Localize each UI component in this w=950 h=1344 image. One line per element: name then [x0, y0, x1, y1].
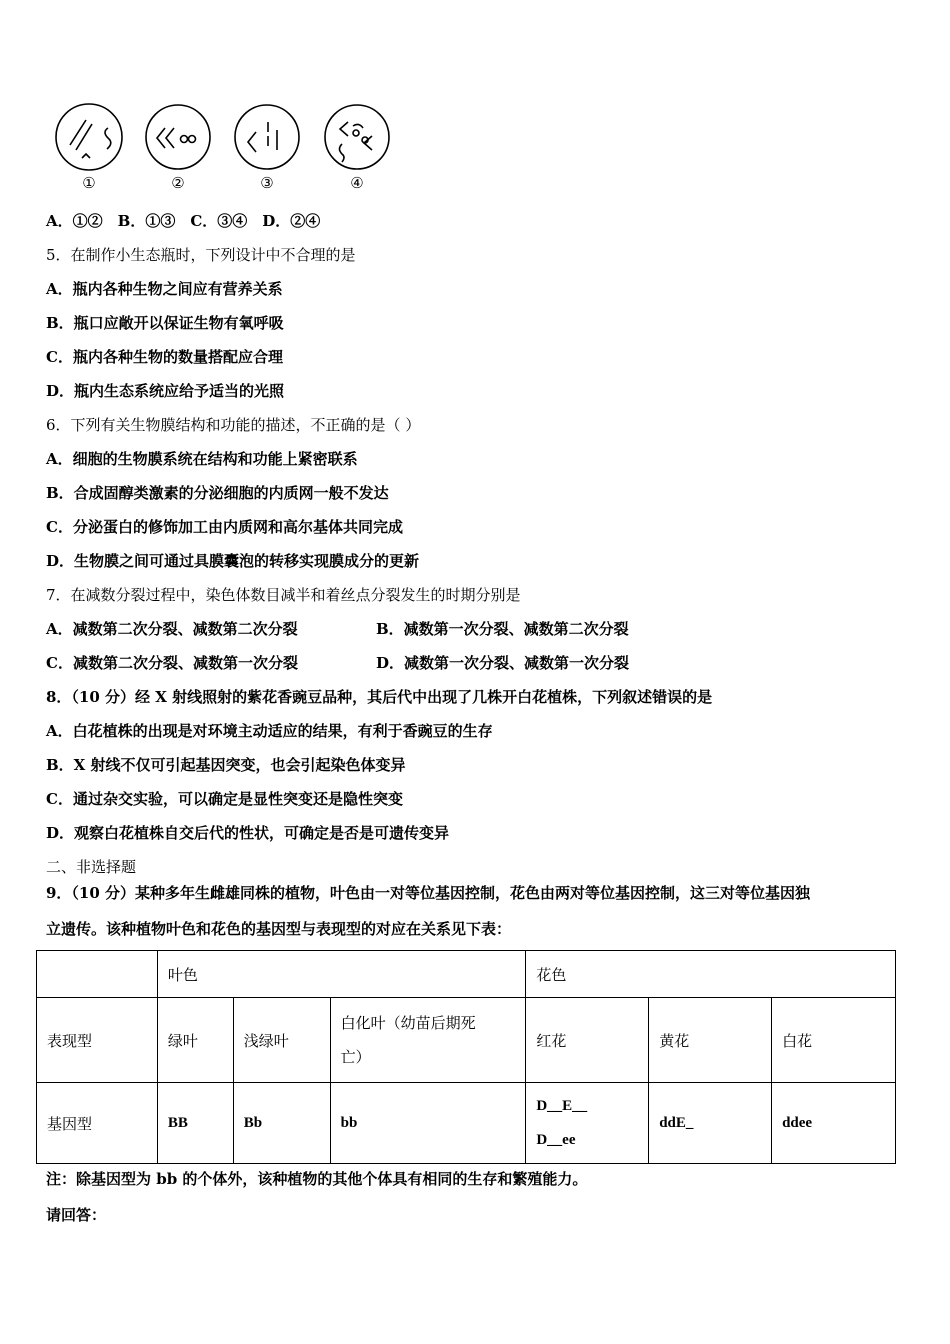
phenotype-row: [37, 998, 896, 1083]
q5-option-c: C．瓶内各种生物的数量搭配应合理: [46, 348, 283, 366]
genotype-bb-hetero: Bb: [233, 1083, 330, 1164]
q6-option-c: C．分泌蛋白的修饰加工由内质网和高尔基体共同完成: [46, 518, 403, 536]
q7-option-b: B．减数第一次分裂、减数第二次分裂: [376, 620, 629, 638]
q7-stem: 7．在减数分裂过程中，染色体数目减半和着丝点分裂发生的时期分别是: [46, 586, 521, 604]
cell-division-figures: [52, 100, 402, 195]
genotype-yellow-flower: ddE_: [649, 1083, 772, 1164]
cell-figure-2: [146, 105, 210, 169]
figure-label-4: ④: [350, 174, 364, 192]
phenotype-yellow-flower: 黄花: [649, 998, 772, 1083]
q8-option-d: D．观察白花植株自交后代的性状，可确定是否是可遗传变异: [46, 824, 450, 842]
phenotype-red-flower: 红花: [526, 998, 649, 1083]
q5-stem: 5．在制作小生态瓶时，下列设计中不合理的是: [46, 246, 356, 264]
leaf-color-header: 叶色: [157, 951, 526, 998]
q8-option-c: C．通过杂交实验，可以确定是显性突变还是隐性突变: [46, 790, 403, 808]
q8-option-b: B．X 射线不仅可引起基因突变，也会引起染色体变异: [46, 756, 406, 774]
cell-figure-1: [56, 104, 122, 170]
q4-options: A．①② B．①③ C．③④ D．②④: [46, 212, 321, 230]
genotype-label: 基因型: [37, 1083, 158, 1164]
genotype-red-line2: D__ee: [536, 1132, 576, 1148]
q7-option-d: D．减数第一次分裂、减数第一次分裂: [376, 654, 630, 672]
q5-option-d: D．瓶内生态系统应给予适当的光照: [46, 382, 285, 400]
q6-stem: 6．下列有关生物膜结构和功能的描述，不正确的是（ ）: [46, 416, 421, 434]
phenotype-green-leaf: 绿叶: [157, 998, 233, 1083]
q8-option-a: A．白花植株的出现是对环境主动适应的结果，有利于香豌豆的生存: [46, 722, 493, 740]
genotype-bb-dominant: BB: [157, 1083, 233, 1164]
figure-label-3: ③: [260, 174, 274, 192]
q5-option-a: A．瓶内各种生物之间应有营养关系: [46, 280, 283, 298]
genotype-white-flower: ddee: [772, 1083, 896, 1164]
genotype-phenotype-table: [36, 950, 896, 1164]
phenotype-albino-line2: 亡）: [340, 1048, 371, 1066]
q9-prompt: 请回答：: [46, 1206, 107, 1224]
cell-figure-4: [325, 105, 389, 169]
q6-option-b: B．合成固醇类激素的分泌细胞的内质网一般不发达: [46, 484, 389, 502]
section-heading: 二、非选择题: [46, 858, 137, 876]
phenotype-white-flower: 白花: [772, 998, 896, 1083]
phenotype-label: 表现型: [37, 998, 158, 1083]
figure-label-1: ①: [82, 174, 96, 192]
q7-option-c: C．减数第二次分裂、减数第一次分裂: [46, 654, 298, 672]
figure-label-2: ②: [171, 174, 185, 192]
genotype-bb-recessive: bb: [330, 1083, 526, 1164]
genotype-red-line1: D__E__: [536, 1098, 588, 1114]
q9-note: 注：除基因型为 bb 的个体外，该种植物的其他个体具有相同的生存和繁殖能力。: [46, 1170, 588, 1188]
phenotype-light-green-leaf: 浅绿叶: [233, 998, 330, 1083]
q6-option-a: A．细胞的生物膜系统在结构和功能上紧密联系: [46, 450, 358, 468]
q9-stem-line1: 9．（10 分）某种多年生雌雄同株的植物，叶色由一对等位基因控制，花色由两对等位基因控制，这三对等位基因独: [46, 884, 811, 902]
q5-option-b: B．瓶口应敞开以保证生物有氧呼吸: [46, 314, 284, 332]
q8-stem: 8．（10 分）经 X 射线照射的紫花香豌豆品种，其后代中出现了几株开白花植株，下列叙述错误的是: [46, 688, 713, 706]
table-corner-cell: [37, 951, 158, 998]
table-header-row: [37, 951, 896, 998]
q6-option-d: D．生物膜之间可通过具膜囊泡的转移实现膜成分的更新: [46, 552, 420, 570]
phenotype-albino-line1: 白化叶（幼苗后期死: [340, 1014, 476, 1032]
flower-color-header: 花色: [526, 951, 896, 998]
phenotype-albino-leaf: [330, 998, 526, 1083]
q9-stem-line2: 立遗传。该种植物叶色和花色的基因型与表现型的对应在关系见下表：: [46, 920, 512, 938]
q7-option-a: A．减数第二次分裂、减数第二次分裂: [46, 620, 298, 638]
genotype-red-flower: [526, 1083, 649, 1164]
cell-figure-3: [235, 105, 299, 169]
genotype-row: [37, 1083, 896, 1164]
